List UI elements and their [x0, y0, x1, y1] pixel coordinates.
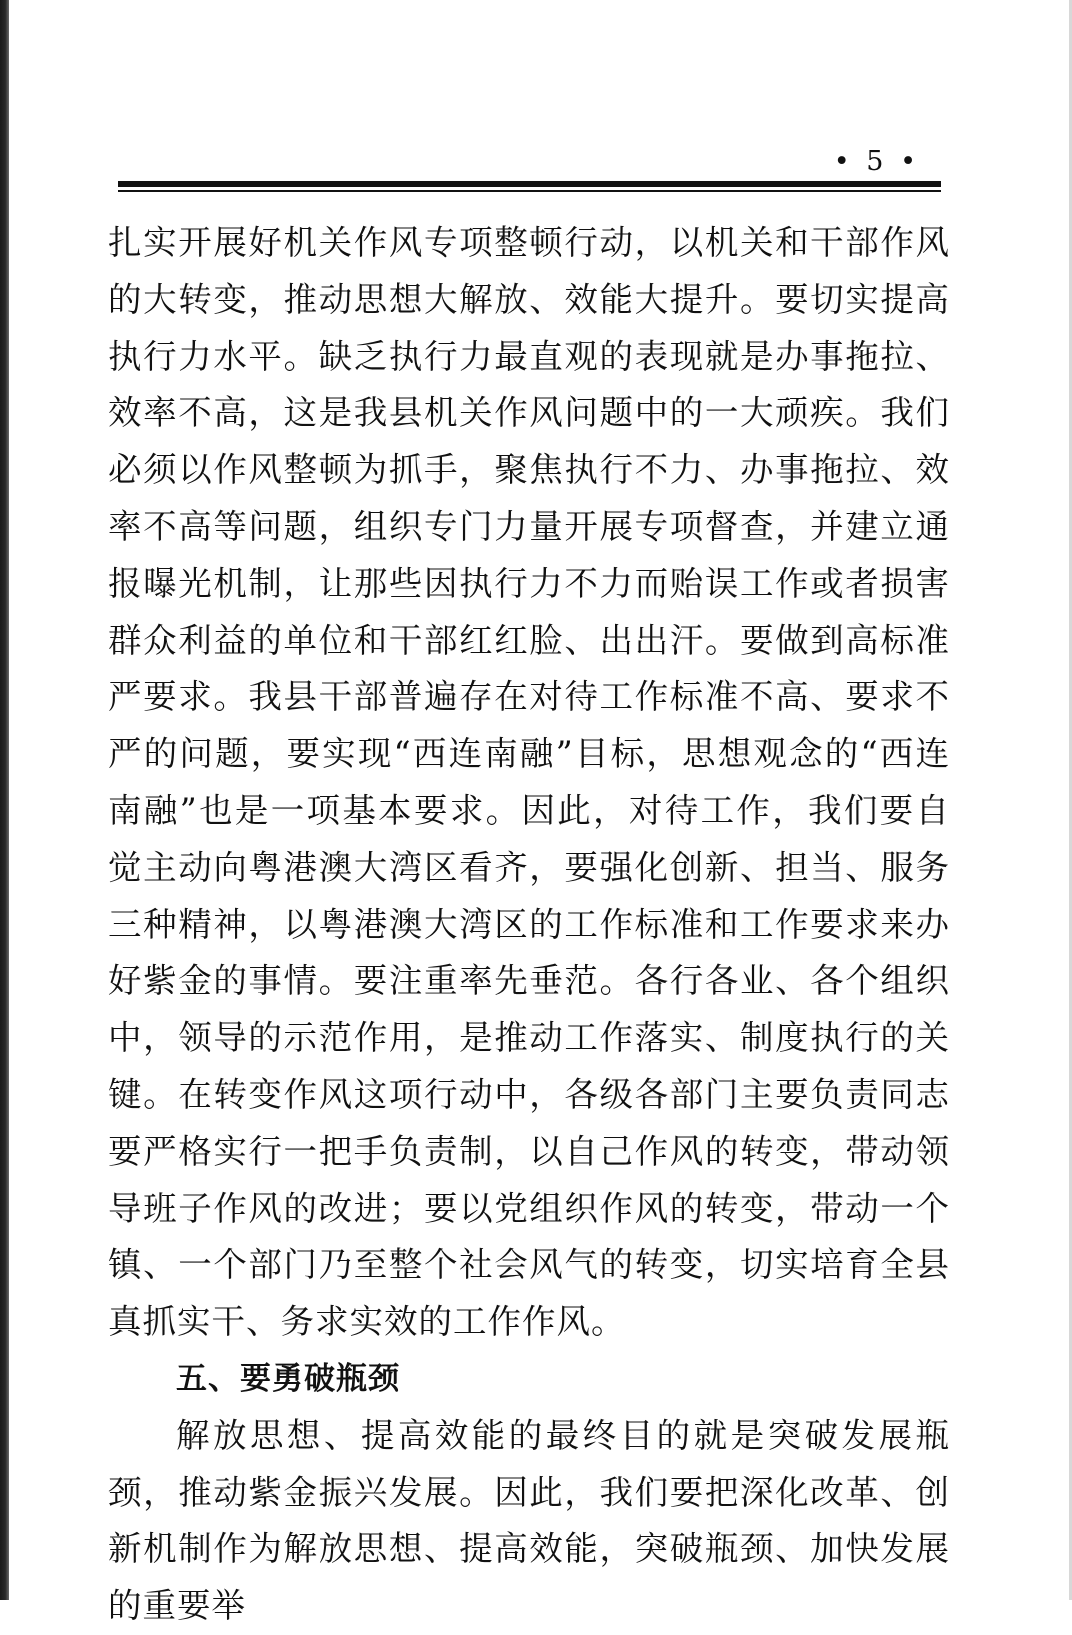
- header-rule-thin: [118, 190, 941, 192]
- header-rule-thick: [118, 181, 941, 187]
- page-number: • 5 •: [833, 146, 920, 177]
- paragraph-section-five: 解放思想、提高效能的最终目的就是突破发展瓶颈，推动紫金振兴发展。因此，我们要把深化改革、创新机制作为解放思想、提高效能，突破瓶颈、加快发展的重要举: [108, 1415, 950, 1626]
- paragraph-continuation: 扎实开展好机关作风专项整顿行动，以机关和干部作风的大转变，推动思想大解放、效能大提升。要切实提高执行力水平。缺乏执行力最直观的表现就是办事拖拉、效率不高，这是我县机关作风问题中的一大顽疾。我们必须以作风整顿为抓手，聚焦执行不力、办事拖拉、效率不高等问题，组织专门力量开展专项督查，并建立通报曝光机制，让那些因执行力不力而贻误工作或者损害群众利益的单位和干部红红脸、出出汗。要做到高标准严要求。我县干部普遍存在对待工作标准不高、要求不严的问题，要实现“西连南融”目标，思想观念的“西连南融”也是一项基本要求。因此，对待工作，我们要自觉主动向粤港澳大湾区看齐，要强化创新、担当、服务三种精神，以粤港澳大湾区的工作标准和工作要求来办好紫金的事情。要注重率先垂范。各行各业、各个组织中，领导的示范作用，是推动工作落实、制度执行的关键。在转变作风这项行动中，各级各部门主要负责同志要严格实行一把手负责制，以自己作风的转变，带动领导班子作风的改进；要以党组织作风的转变，带动一个镇、一个部门乃至整个社会风气的转变，切实培育全县真抓实干、务求实效的工作作风。: [108, 223, 950, 1342]
- section-heading: 五、要勇破瓶颈: [176, 1360, 400, 1397]
- body-text: [108, 215, 950, 1635]
- scan-edge-left: [0, 0, 9, 1600]
